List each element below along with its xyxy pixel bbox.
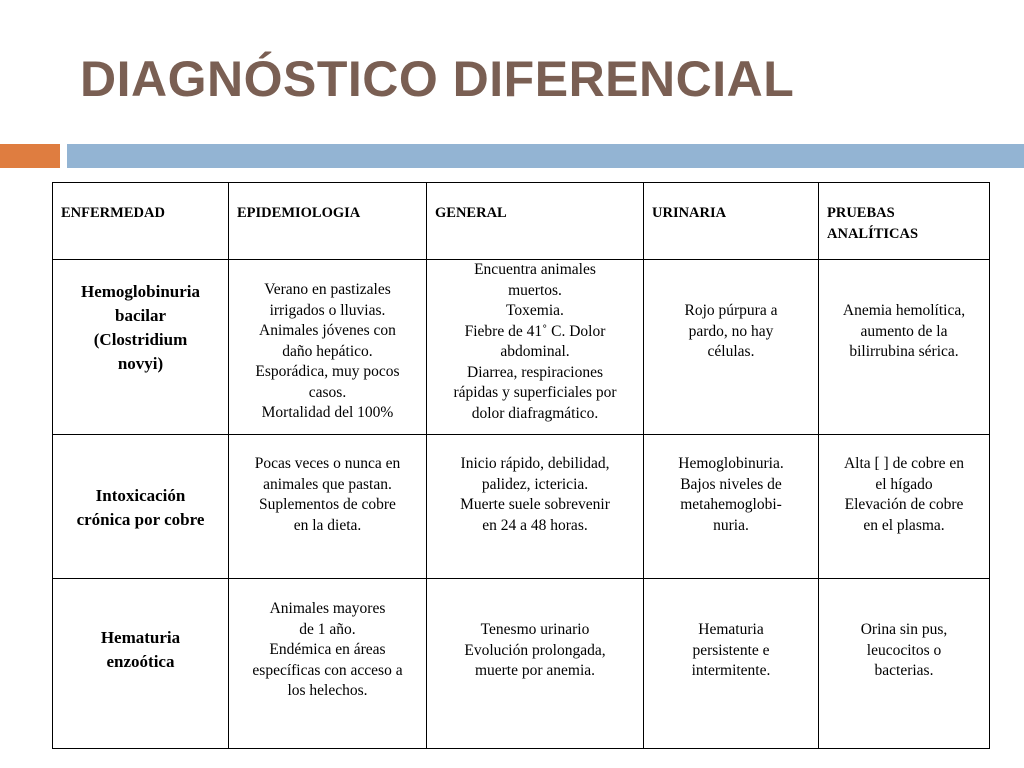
urinaria-cell	[644, 260, 819, 435]
cell-line: en 24 a 48 horas.	[482, 516, 588, 534]
differential-diagnosis-table	[52, 182, 990, 749]
cell-line: Animales mayores	[269, 600, 386, 617]
cell-line: Toxemia.	[506, 302, 564, 319]
epidemiologia-cell	[229, 435, 427, 579]
disease-name-cell	[53, 435, 229, 579]
cell-line: irrigados o lluvias.	[269, 301, 386, 319]
cell-line: Diarrea, respiraciones	[467, 363, 603, 381]
table-row	[53, 260, 990, 435]
cell-line: bilirrubina sérica.	[849, 343, 959, 360]
general-cell	[427, 435, 644, 579]
epidemiologia-cell	[229, 260, 427, 435]
cell-line: metahemoglobi-	[680, 496, 782, 513]
cell-line: células.	[707, 343, 755, 360]
disease-name-line: crónica por cobre	[76, 510, 205, 529]
cell-line: Bajos niveles de	[680, 475, 782, 493]
disease-name-line: (Clostridium	[93, 330, 188, 349]
pruebas-cell	[819, 260, 990, 435]
table-row	[53, 579, 990, 749]
cell-line: Hematuria	[698, 621, 764, 638]
cell-line: Anemia hemolítica,	[842, 302, 966, 319]
cell-line: Verano en pastizales	[264, 281, 391, 298]
cell-line: casos.	[308, 383, 347, 401]
cell-line: dolor diafragmático.	[471, 404, 599, 422]
table-header-row	[53, 183, 990, 260]
cell-line: Evolución prolongada,	[464, 641, 606, 659]
header-epidemiologia: EPIDEMIOLOGIA	[229, 183, 427, 260]
cell-line: nuria.	[713, 516, 749, 534]
general-cell	[427, 260, 644, 435]
epidemiologia-cell	[229, 579, 427, 749]
cell-line: bacterias.	[874, 662, 934, 679]
disease-name-line: novyi)	[117, 354, 164, 373]
disease-name-line: bacilar	[115, 306, 166, 325]
general-cell	[427, 579, 644, 749]
urinaria-cell	[644, 579, 819, 749]
cell-line: Elevación de cobre	[844, 496, 964, 513]
cell-line: Muerte suele sobrevenir	[460, 496, 610, 513]
cell-line: leucocitos o	[866, 641, 942, 659]
cell-line: Pocas veces o nunca en	[254, 455, 401, 472]
cell-line: intermitente.	[691, 662, 771, 679]
cell-line: palidez, ictericia.	[481, 475, 589, 493]
cell-line: aumento de la	[860, 322, 948, 340]
cell-line: pardo, no hay	[688, 322, 774, 340]
cell-line: Fiebre de 41˚ C. Dolor	[464, 322, 606, 340]
cell-line: Orina sin pus,	[860, 621, 948, 638]
accent-bar-blue	[67, 144, 1024, 168]
cell-line: Alta [ ] de cobre en	[843, 455, 965, 472]
cell-line: Endémica en áreas	[269, 641, 386, 658]
pruebas-cell	[819, 435, 990, 579]
cell-line: muertos.	[508, 281, 562, 299]
header-urinaria: URINARIA	[644, 183, 819, 260]
cell-line: daño hepático.	[282, 342, 373, 360]
cell-line: persistente e	[692, 641, 770, 659]
disease-name-cell	[53, 579, 229, 749]
cell-line: animales que pastan.	[263, 475, 392, 493]
header-pruebas-analiticas: PRUEBAS ANALÍTICAS	[819, 183, 990, 260]
cell-line: abdominal.	[500, 343, 570, 360]
cell-line: Mortalidad del 100%	[261, 404, 394, 421]
cell-line: en la dieta.	[293, 516, 362, 534]
slide-title: DIAGNÓSTICO DIFERENCIAL	[80, 51, 795, 107]
cell-line: de 1 año.	[299, 620, 356, 638]
disease-name-line: Hematuria	[100, 628, 181, 647]
disease-name-line: enzoótica	[106, 652, 175, 671]
header-enfermedad: ENFERMEDAD	[53, 183, 229, 260]
cell-line: muerte por anemia.	[474, 662, 596, 679]
cell-line: Animales jóvenes con	[259, 322, 396, 339]
cell-line: el hígado	[875, 475, 933, 493]
urinaria-cell	[644, 435, 819, 579]
cell-line: específicas con acceso a	[252, 661, 403, 679]
cell-line: Encuentra animales	[474, 261, 596, 278]
cell-line: los helechos.	[287, 682, 368, 699]
cell-line: en el plasma.	[863, 516, 945, 534]
pruebas-cell	[819, 579, 990, 749]
cell-line: Inicio rápido, debilidad,	[460, 455, 610, 472]
cell-line: Tenesmo urinario	[480, 621, 590, 638]
header-general: GENERAL	[427, 183, 644, 260]
cell-line: Esporádica, muy pocos	[255, 363, 400, 380]
cell-line: Suplementos de cobre	[259, 496, 396, 513]
cell-line: rápidas y superficiales por	[453, 384, 617, 401]
table-row	[53, 435, 990, 579]
disease-name-line: Hemoglobinuria	[80, 282, 200, 301]
cell-line: Rojo púrpura a	[684, 302, 778, 319]
accent-bar-orange	[0, 144, 60, 168]
disease-name-line: Intoxicación	[95, 486, 186, 505]
cell-line: Hemoglobinuria.	[678, 455, 784, 472]
disease-name-cell	[53, 260, 229, 435]
